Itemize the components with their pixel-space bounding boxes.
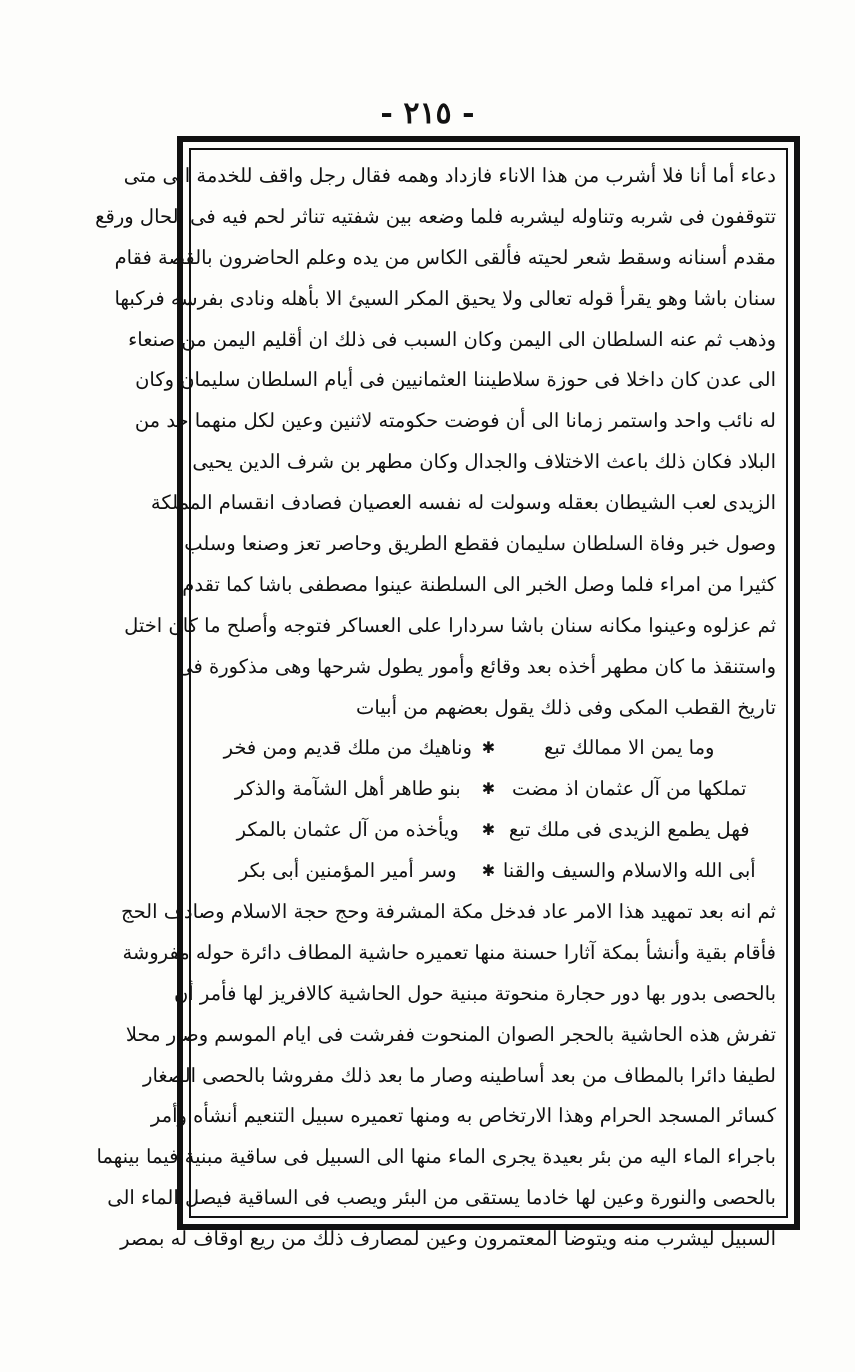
text-line: تفرش هذه الحاشية بالحجر الصوان المنحوت ففرشت فى ايام الموسم وصار محلا bbox=[125, 1022, 776, 1046]
verse-separator-star: ✱ bbox=[481, 861, 496, 881]
text-line: البلاد فكان ذلك باعث الاختلاف والجدال وكان مطهر بن شرف الدين يحيى bbox=[192, 450, 776, 474]
verse-second-hemistich: بنو طاهر أهل الشآمة والذكر bbox=[234, 777, 461, 801]
verse-separator-star: ✱ bbox=[481, 738, 496, 758]
text-line: واستنقذ ما كان مطهر أخذه بعد وقائع وأمور يطول شرحها وهى مذكورة فى bbox=[177, 654, 776, 678]
text-line: لطيفا دائرا بالمطاف من بعد أساطينه وصار ما بعد ذلك مفروشا بالحصى الصغار bbox=[143, 1063, 776, 1087]
verse-first-hemistich: وما يمن الا ممالك تبع bbox=[544, 736, 715, 760]
verse-first-hemistich: فهل يطمع الزيدى فى ملك تبع bbox=[508, 818, 750, 842]
text-line: وصول خبر وفاة السلطان سليمان فقطع الطريق وحاصر تعز وصنعا وسلب bbox=[184, 532, 776, 556]
verse-second-hemistich: وناهيك من ملك قديم ومن فخر bbox=[223, 736, 472, 760]
text-line: الى عدن كان داخلا فى حوزة سلاطيننا العثمانيين فى أيام السلطان سليمان وكان bbox=[135, 368, 776, 392]
text-line: باجراء الماء اليه من بئر بعيدة يجرى الماء منها الى السبيل فى ساقية مبنية فيما بينهما bbox=[96, 1145, 776, 1169]
page-frame-inner-rule bbox=[95, 148, 788, 1251]
poem-verse bbox=[201, 728, 776, 769]
poem-verse bbox=[201, 810, 776, 851]
text-line: فأقام بقية وأنشأ بمكة آثارا حسنة منها تعميره حاشية المطاف دائرة حوله مفروشة bbox=[122, 940, 776, 964]
poem-verse bbox=[201, 769, 776, 810]
verse-second-hemistich: وسر أمير المؤمنين أبى بكر bbox=[238, 859, 457, 883]
verse-second-hemistich: ويأخذه من آل عثمان بالمكر bbox=[236, 818, 459, 842]
text-line: تتوقفون فى شربه وتناوله ليشربه فلما وضعه بين شفتيه تناثر لحم فيه فى الحال ورقع bbox=[95, 204, 776, 228]
text-line: كثيرا من امراء فلما وصل الخبر الى السلطنة عينوا مصطفى باشا كما تقدم bbox=[182, 572, 776, 596]
text-line: وذهب ثم عنه السلطان الى اليمن وكان السبب فى ذلك ان أقليم اليمن من صنعاء bbox=[128, 327, 776, 351]
text-line: الزيدى لعب الشيطان بعقله وسولت له نفسه العصيان فصادف انقسام المملكة bbox=[150, 491, 776, 515]
text-line: كسائر المسجد الحرام وهذا الارتخاص به ومنها تعميره سبيل التنعيم أنشأه وأمر bbox=[150, 1104, 776, 1128]
text-line: تاريخ القطب المكى وفى ذلك يقول بعضهم من أبيات bbox=[355, 695, 776, 719]
page-number: - ٢١٥ - bbox=[380, 96, 475, 131]
text-line: له نائب واحد واستمر زمانا الى أن فوضت حكومته لاثنين وعين لكل منهما حد من bbox=[134, 409, 776, 433]
text-line: مقدم أسنانه وسقط شعر لحيته فألقى الكاس من يده وعلم الحاضرون بالقصة فقام bbox=[114, 245, 776, 269]
body-text bbox=[95, 156, 776, 1251]
verse-first-hemistich: أبى الله والاسلام والسيف والقنا bbox=[502, 859, 756, 883]
poem-verse bbox=[201, 851, 776, 892]
text-line: دعاء أما أنا فلا أشرب من هذا الاناء فازداد وهمه فقال رجل واقف للخدمة الى متى bbox=[123, 164, 776, 187]
verse-first-hemistich: تملكها من آل عثمان اذ مضت bbox=[512, 777, 747, 801]
text-line: بالحصى بدور بها دور حجارة منحوتة مبنية حول الحاشية كالافريز لها فأمر أن bbox=[173, 981, 776, 1005]
text-line: ثم عزلوه وعينوا مكانه سنان باشا سردارا على العساكر فتوجه وأصلح ما كان اختل bbox=[124, 613, 776, 637]
verse-separator-star: ✱ bbox=[481, 779, 496, 799]
text-line: بالحصى والنورة وعين لها خادما يستقى من البئر ويصب فى الساقية فيصل الماء الى bbox=[107, 1186, 776, 1210]
verse-separator-star: ✱ bbox=[481, 820, 496, 840]
text-line: سنان باشا وهو يقرأ قوله تعالى ولا يحيق المكر السيئ الا بأهله ونادى بفرسه فركبها bbox=[114, 286, 776, 310]
page-frame bbox=[95, 136, 800, 1251]
text-line: ثم انه بعد تمهيد هذا الامر عاد فدخل مكة المشرفة وحج حجة الاسلام وصادف الحج bbox=[120, 900, 776, 924]
text-line: السبيل ليشرب منه ويتوضأ المعتمرون وعين لمصارف ذلك من ريع أوقاف له بمصر bbox=[120, 1227, 776, 1251]
